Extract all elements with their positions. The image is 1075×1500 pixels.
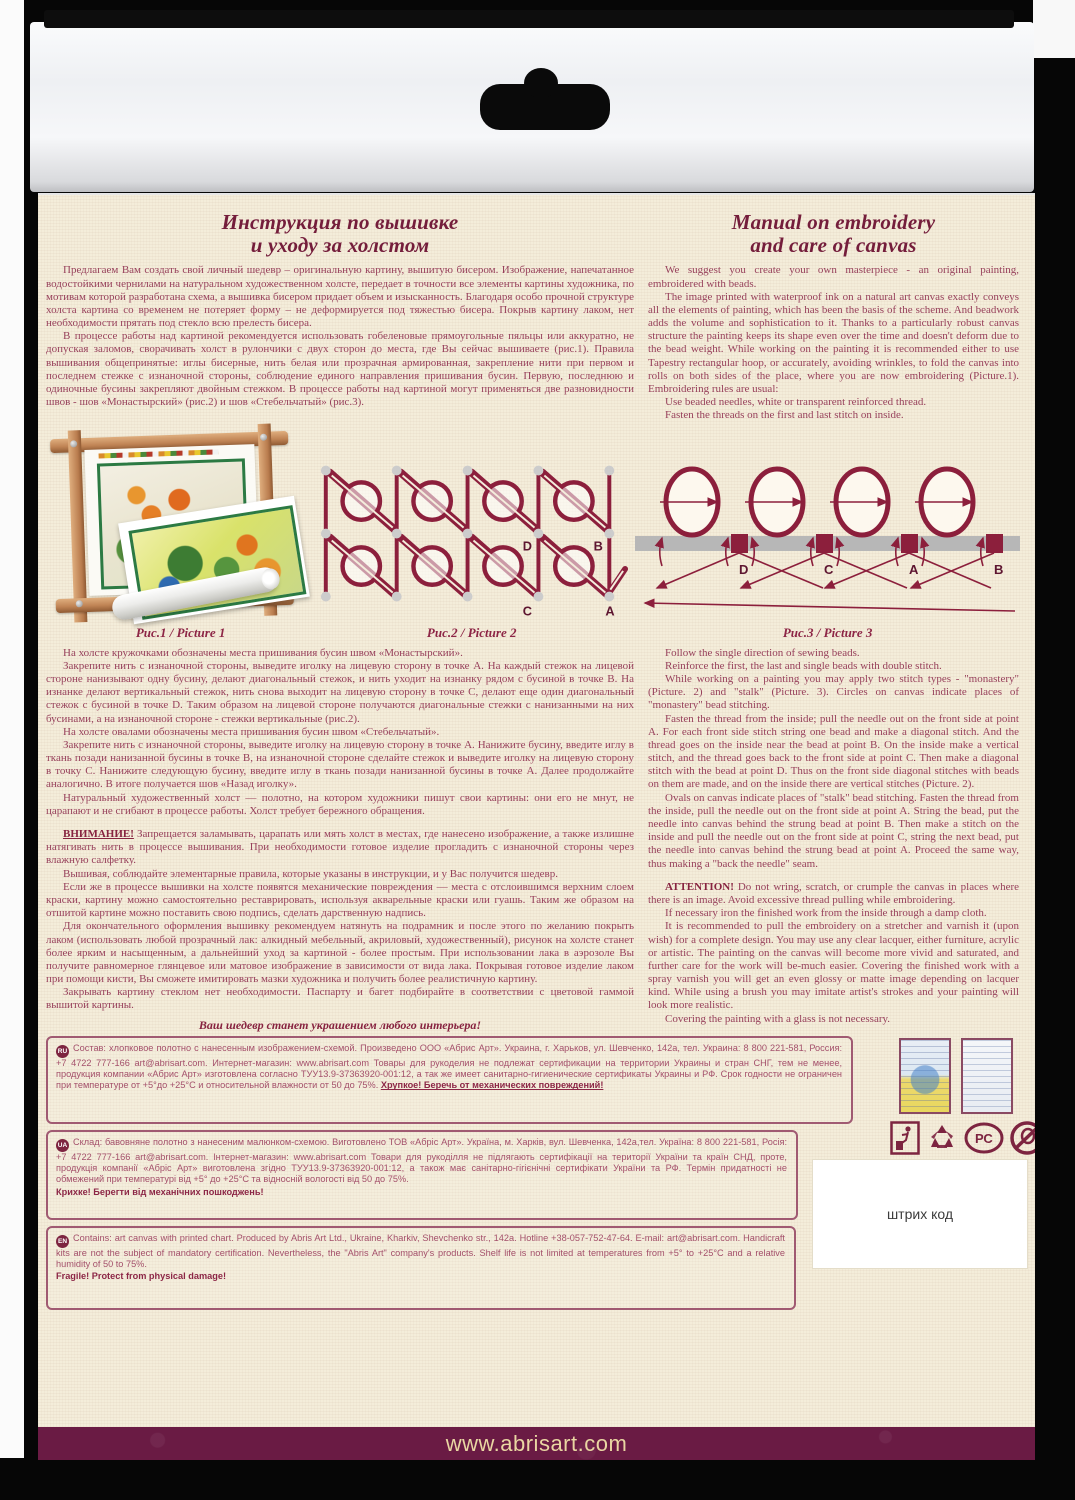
frame-screw (260, 433, 267, 440)
paragraph: Закрывать картину стеклом нет необходимости. Паспарту и багет подбирайте в соответствии с цветовой гаммой вышитой картины. (46, 986, 634, 1012)
color-chart-strip (99, 449, 219, 458)
point-label-b: B (593, 537, 603, 553)
info-text-ru: Состав: хлопковое полотно с нанесенным изображением-схемой. Произведено ООО «Абрис Арт». Украина, г. Харьков, ул. Шевченко, 142а, тел. Украина: 8 800 221-581, Россия: +7 4722 777-166 art@abrisart.com. Интернет-магазин: www.abrisart.com Товары для рукоделия не подлежат сертификации на территории Украины и стран СНГ, тем не менее, продукция компании «Абрис Арт» изготовлена согласно ТУУ13.9-37363920-001:12, а так же имеет санитарно-гигиенические сертификаты Украины и РФ. Срок годности не ограничен при температуре от +5°до +25°С и относительной влажности от 50 до 75%. (56, 1043, 842, 1091)
point-label-c: C (824, 561, 834, 577)
figures-row (50, 433, 1023, 639)
paragraph: We suggest you create your own masterpiece - an original painting, embroidered with beads. (648, 264, 1019, 290)
paragraph: Fasten the threads on the first and last stitch on inside. (665, 409, 904, 422)
paragraph: Предлагаем Вам создать свой личный шедевр – оригинальную картину, вышитую бисером. Изображение, напечатанное водостойкими чернилами на натуральном художественном холсте, передает в точности все элементы картины художника, по мотивам которой разработана схема, а вышивка бисером придает объем и изысканность. Благодаря особо прочной структуре холста картина со временем не потеряет форму – не деформируется под тяжестью бисера. Покрыв картину лаком, нет необходимости прятать под стекло всю прелесть бисера. (46, 264, 634, 330)
prohibition-icon (1009, 1120, 1035, 1156)
lang-badge-ua: UA (56, 1139, 69, 1152)
point-label-d: D (739, 561, 749, 577)
title-en (648, 211, 1019, 256)
paragraph: Закрепите нить с изнаночной стороны, выведите иголку на лицевую сторону в точке А. Нанижите бусину, введите иглу в ткань позади нанизанной бусины в точке В, на изнаночной стороне сделайте стежок и выведите иголку на лицевую сторону в точку С. Нанижите следующую бусину, введите иглу в ткань позади нанизанной бусины в точке А. Далее продолжайте аналогично. В итоге получается шов «Назад иголку». (46, 738, 634, 791)
intro-section (46, 209, 1027, 423)
recycle-icon (925, 1121, 959, 1155)
euro-slot-hole (480, 84, 610, 130)
closing-line: Ваш шедевр станет украшением любого интерьера! (198, 1017, 482, 1032)
point-label-b: B (994, 561, 1004, 577)
title-en-line1: Manual on embroidery (731, 210, 936, 234)
paragraph: Covering the painting with a glass is not necessary. (665, 1012, 891, 1025)
monastery-stitch-diagram (314, 456, 629, 621)
paragraph: Follow the single direction of sewing beads. (665, 646, 860, 659)
figure1-caption: Рис.1 / Picture 1 (135, 624, 226, 640)
fragile-warning-ua: Крихке! Берегти від механічних пошкоджень! (56, 1186, 264, 1197)
title-ru-line2: и уходу за холстом (250, 232, 430, 257)
title-ru (46, 211, 634, 256)
certificate-ukraine-thumbnail (899, 1038, 951, 1114)
paragraph: Reinforce the first, the last and single beads with double stitch. (665, 659, 942, 672)
paragraph: The image printed with waterproof ink on a natural art canvas exactly conveys all the elements of painting, which has been the basis of the scheme. And beadwork adds the volume and sophistication to it. Thanks to a particularly robust canvas structure the painting keeps its shape even over the time and doesn't deform due to the bead weight. While working on the painting it is recommended either to use Tapestry rectangular hoop, or accurately, avoiding wrinkles, to fold the canvas into rolls on both sides of the place, where you are now embroidering (Picture.1). Embroidering rules are usual: (648, 290, 1019, 396)
info-text-ua: Склад: бавовняне полотно з нанесеним малюнком-схемою. Виготовлено ТОВ «Абріс Арт». Україна, м. Харків, вул. Шевченка, 142а,тел. Україна: 8 800 221-581, Росія: +7 4722 777-166 art@abrisart.com. Інтернет-магазин: www.abrisart.com Товари для рукоділля не підлягають сертифікації на території України та країн СНД, проте, продукція компанії «Абріс Арт» виготовлена згідно ТУУ13.9-37363920-001:12, а також має санітарно-гігієнічні сертифікати України та РФ. Термін придатності не обмежений при температурі від +5° до +25°С та відносній вологості від 50 до 75%. (56, 1137, 787, 1185)
package-hanger (30, 22, 1034, 192)
manufacturer-info-section (46, 1036, 1027, 1328)
photo-backdrop-left (0, 0, 24, 1458)
point-label-a: A (909, 561, 919, 577)
paragraph: If necessary iron the finished work from the inside through a damp cloth. (665, 907, 987, 920)
frame-screw (70, 440, 77, 447)
footer-bar (38, 1427, 1035, 1460)
paragraph: While working on a painting you may apply two stitch types - "monastery" (Picture. 2) and "stalk" (Picture. 3). Circles on canvas indicate places of "monastery" bead stitching. (648, 672, 1019, 712)
intro-column-ru (46, 209, 634, 423)
title-ru-line1: Инструкция по вышивке (221, 210, 459, 234)
paragraph: It is recommended to pull the embroidery on a stretcher and varnish it (upon wish) for a complete design. You may use any clear lacquer, either furniture, acrylic or artistic. The painting on the canvas will become more vivid and saturated, and further care for the work will be-much easier. Covering the finished work with a spray varnish you will get an even glossy or matte image depending on lacquer kind. While using a brush you may imitate artist's strokes and your painting will look more realistic. (648, 920, 1019, 1012)
barcode-placeholder (813, 1160, 1027, 1268)
instruction-sheet (38, 193, 1035, 1460)
stalk-stitch-diagram (635, 461, 1020, 621)
paragraph: Закрепите нить с изнаночной стороны, выведите иголку на лицевую сторону в точке А. На каждый стежок на лицевой стороне нанизывают одну бусину, делают диагональный стежок, и нить уходит на изнанку рядом с бусиной в точке В. На изнанке делают вертикальный стежок, нить снова выходит на лицевую сторону в точке С, делают еще один диагональный стежок с бусиной в точке D. Таким образом на лицевой стороне получаются диагональные стежки с нанизанными на них бусинами, а на изнаночной стороне - стежки вертикальные (рис.2). (46, 659, 634, 725)
figure-frame-photo (50, 433, 311, 639)
paragraph: Вышивая, соблюдайте элементарные правила, которые указаны в инструкции, и у Вас получится шедевр. (63, 867, 559, 880)
figure-stalk-stitch (632, 461, 1023, 639)
point-label-d: D (522, 537, 533, 553)
instructions-column-ru (46, 647, 634, 1032)
lang-badge-en: EN (56, 1235, 69, 1248)
intro-column-en (648, 209, 1019, 423)
point-label-a: A (605, 602, 615, 618)
title-en-line2: and care of canvas (750, 232, 917, 257)
paragraph: Натуральный художественный холст — полотно, на котором художники пишут свои картины: они его не мнут, не царапают и не сгибают в процессе работы. Холст требует бережного обращения. (46, 791, 634, 817)
paragraph: Для окончательного оформления вышивку рекомендуем натянуть на подрамник и после этого по желанию покрыть лаком (использовать любой прозрачный лак: алкидный мебельный, акриловый, художественный), рисунок на холсте станет более ярким и насыщенным, а дальнейший уход за картиной - более простым. При использовании лака в аэрозоле Вы получите равномерное глянцевое или матовое изображение в зависимости от вида лака. Покрывая готовое изделие лаком при помощи кисти, Вы сможете имитировать мазки художника и получить более реалистичную картину. (46, 920, 634, 986)
info-box-ua (46, 1130, 798, 1220)
paragraph: Если же в процессе вышивки на холсте появятся механические повреждения — места с отслоившимся верхним слоем краски, картину можно самостоятельно реставрировать, используя акварельные краски или гуашь. Таким же образом на отшитой картине можно поставить свою подпись, сделать дарственную надпись. (46, 880, 634, 920)
package-icons-row (890, 1120, 1035, 1156)
paragraph: Use beaded needles, white or transparent reinforced thread. (665, 396, 927, 409)
lang-badge-ru: RU (56, 1045, 69, 1058)
website-url: www.abrisart.com (445, 1430, 628, 1456)
paragraph: Fasten the thread from the inside; pull the needle out on the front side at point A. For each front side stitch string one bead and make a diagonal stitch. And the thread goes on the inside near the bead at point B. On the inside make a vertical stitch, and the thread goes back to the front side at point C. Then make a diagonal stitch with the bead at point D. Thus on the front side diagonal stitches with beads on them are made, and on the inside there are vertical stitches (Picture. 2). (648, 712, 1019, 791)
tapestry-frame-photo (53, 433, 308, 621)
certificate-document-thumbnail (961, 1038, 1013, 1114)
info-box-ru (46, 1036, 853, 1124)
figure3-caption: Рис.3 / Picture 3 (782, 624, 873, 640)
hanger-top-edge (44, 10, 1014, 28)
info-box-en (46, 1226, 796, 1310)
attention-text-en: Do not wring, scratch, or crumple the canvas in places where there is an image. Avoid excessive thread pulling while embroidering. (648, 880, 1019, 906)
paragraph: В процессе работы над картиной рекомендуется использовать гобеленовые прямоугольные пяльцы или аккуратно, не допуская заломов, сворачивать холст в рулончики с двух сторон до места, где Вы сейчас вышиваете (рис.1). Правила вышивания общепринятые: иглы бисерные, нить белая или прозрачная армированная, закрепление нити при первом и последнем стежке с изнаночной стороны, соблюдение единого направления пришивания бусин. Первую, последнюю и одиночные бусины закрепляют двойным стежком. В процессе работы над картиной могут применяться две разновидности швов - шов «Монастырский» (рис.2) и шов «Стебельчатый» (рис.3). (46, 330, 634, 409)
photo-backdrop-top-right (1033, 0, 1075, 58)
attention-paragraph-en (648, 881, 1019, 907)
info-text-en: Contains: art canvas with printed chart. Produced by Abris Art Ltd., Ukraine, Kharkiv, Shevchenko str., 142a. Hotline +38-057-752-47-64. E-mail: art@abrisart.com. Handicraft kits are not the subject of mandatory certification. Nevertheless, the "Abris Art" company's products. Shelf life is not limited at temperatures from +5° to +25°C and a relative humidity of 50 to 75%. (56, 1233, 785, 1270)
instructions-column-en (648, 647, 1019, 1032)
figure2-caption: Рис.2 / Picture 2 (426, 624, 517, 640)
attention-label-en: ATTENTION! (665, 880, 734, 893)
instructions-section (46, 647, 1027, 1032)
frame-screw (76, 600, 83, 607)
figure-monastery-stitch (311, 456, 632, 639)
paragraph: Ovals on canvas indicate places of "stalk" bead stitching. Fasten the thread from the inside, pull the needle out on the front side at point A. String the bead, put the needle into canvas behind the strung bead at point B. Then make a stitch on the inside and pull the needle out on the front side at point C, string the next bead, put the needle into canvas behind the strung bead at point A. Proceed the same way, thus making a "back the needle" seam. (648, 791, 1019, 870)
fragile-warning-en: Fragile! Protect from physical damage! (56, 1271, 227, 1282)
attention-text-ru: Запрещается заламывать, царапать или мять холст в местах, где нанесено изображение, а также излишне натягивать нить в процессе вышивания. При необходимости готовое изделие прогладить с изнаночной стороны через влажную салфетку. (46, 828, 634, 867)
svg-text:РС: РС (975, 1131, 993, 1147)
tidy-man-icon (890, 1121, 920, 1155)
paragraph: На холсте овалами обозначены места пришивания бусин швом «Стебельчатый». (63, 725, 440, 738)
paragraph: На холсте кружочками обозначены места пришивания бусин швом «Монастырский». (63, 646, 463, 659)
attention-paragraph-ru (46, 828, 634, 868)
pct-certification-icon (964, 1122, 1004, 1154)
attention-label-ru: ВНИМАНИЕ! (63, 828, 134, 841)
fragile-warning-ru: Хрупкое! Беречь от механических повреждений! (380, 1080, 604, 1091)
barcode-label: штрих код (886, 1206, 954, 1223)
point-label-c: C (522, 602, 533, 618)
certificates (899, 1038, 1013, 1114)
